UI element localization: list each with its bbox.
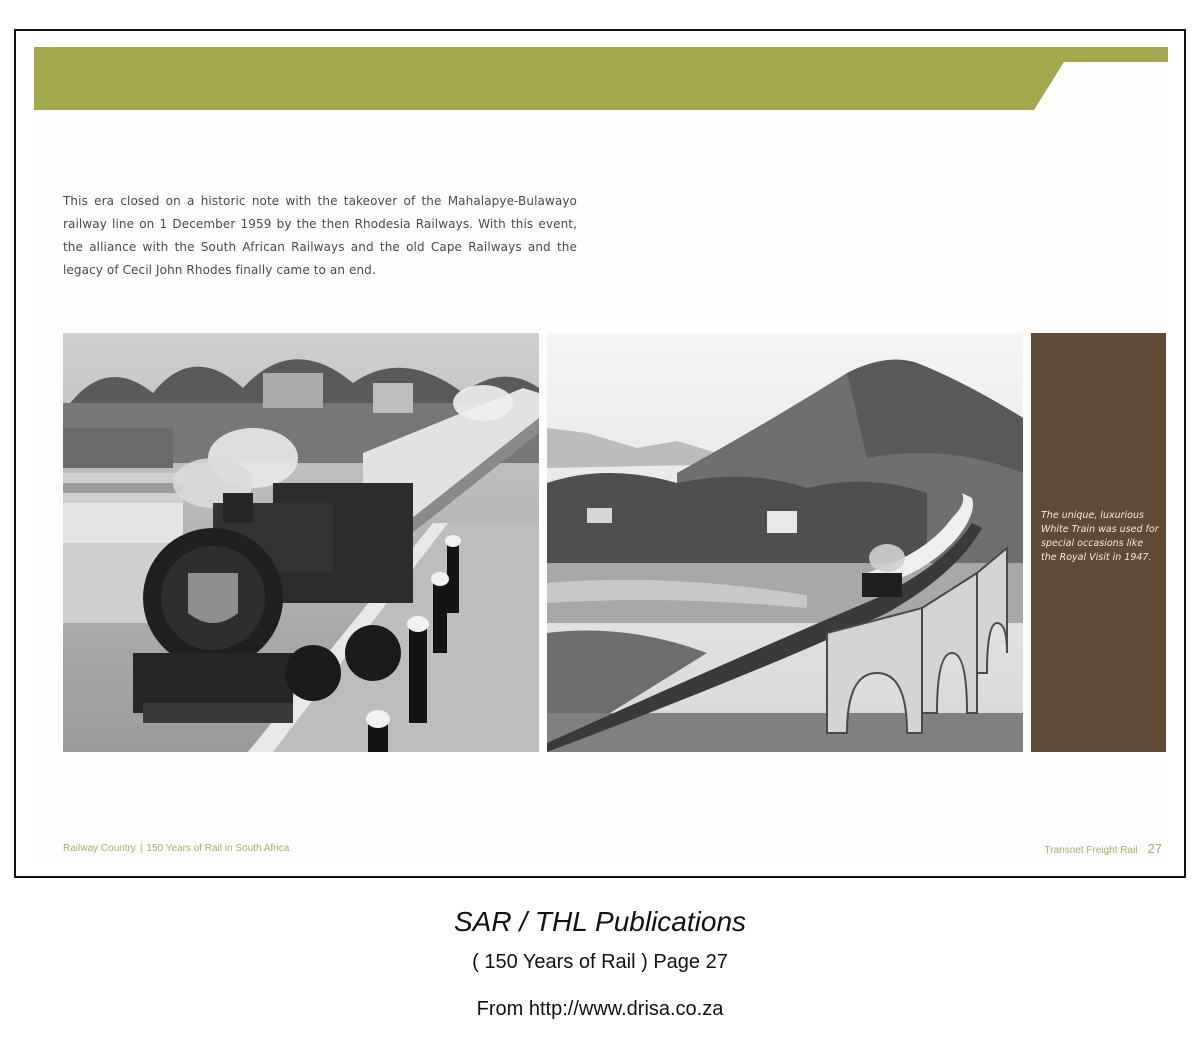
photo-caption: The unique, luxurious White Train was used for special occasions like the Royal Visit in 1947.	[1041, 510, 1159, 563]
page-footer-right	[1045, 841, 1162, 856]
publication-source: From http://www.drisa.co.za	[476, 998, 724, 1020]
page-number: 27	[1147, 841, 1162, 856]
photo-caption-box	[1031, 333, 1166, 752]
header-green-band	[34, 47, 1168, 110]
page-footer-left	[63, 843, 289, 854]
white-train-viaduct-photo	[547, 333, 1023, 752]
scanned-page-frame	[14, 29, 1186, 878]
body-paragraph: This era closed on a historic note with the takeover of the Mahalapye-Bulawayo railway line on 1 December 1959 by the then Rhodesia Railways. With this event, the alliance with the South African Railways and the old Cape Railways and the legacy of Cecil John Rhodes finally came to an end.	[63, 194, 577, 277]
publication-title: SAR / THL Publications	[453, 906, 747, 937]
publication-subtitle: ( 150 Years of Rail ) Page 27	[472, 951, 728, 973]
footer-separator: |	[139, 843, 143, 854]
footer-company: Transnet Freight Rail	[1044, 845, 1138, 856]
footer-publication: Railway Country	[63, 843, 136, 854]
footer-subtitle: 150 Years of Rail in South Africa	[146, 843, 290, 854]
steam-locomotive-photo	[63, 333, 539, 752]
book-page	[34, 47, 1168, 862]
